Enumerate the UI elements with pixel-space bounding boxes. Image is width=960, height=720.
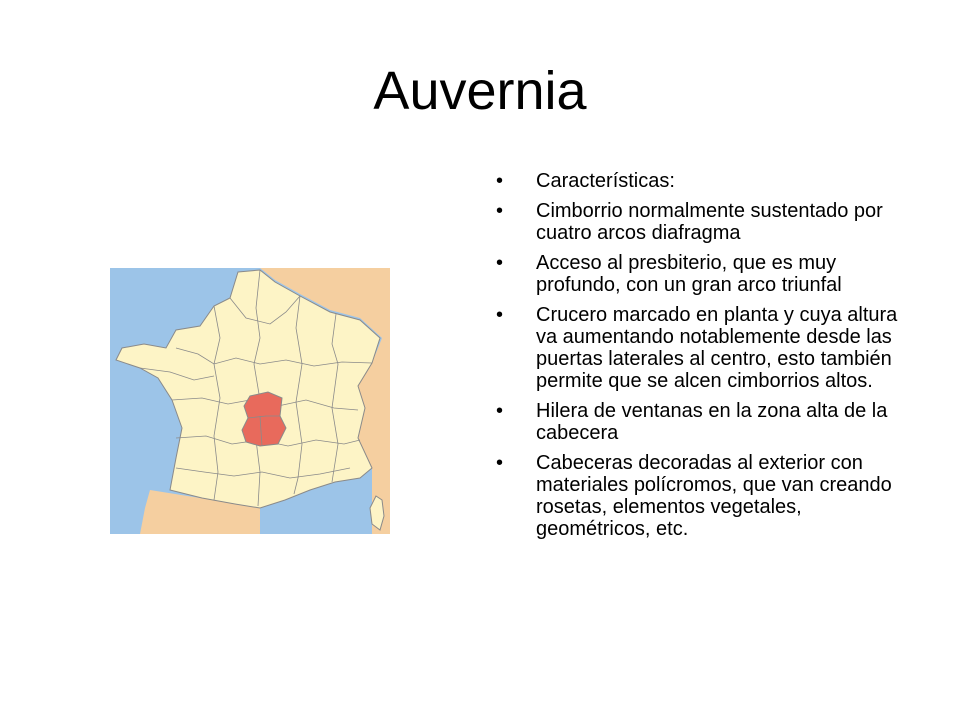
bullet-item xyxy=(496,304,916,392)
bullet-marker: • xyxy=(496,452,504,474)
slide-title: Auvernia xyxy=(373,61,587,121)
bullet-text: Cabeceras decoradas al exterior con materiales polícromos, que van creando rosetas, elementos vegetales, geométricos, etc. xyxy=(536,452,892,540)
bullet-marker: • xyxy=(496,304,504,326)
bullet-text: Hilera de ventanas en la zona alta de la cabecera xyxy=(536,400,888,444)
map-auvergne-region xyxy=(242,392,286,446)
bullet-marker: • xyxy=(496,400,504,422)
bullet-marker: • xyxy=(496,170,504,192)
bullet-text: Características: xyxy=(536,170,675,192)
bullet-item xyxy=(496,452,916,540)
bullet-item xyxy=(496,200,916,244)
bullet-item xyxy=(496,170,916,192)
bullet-text: Acceso al presbiterio, que es muy profundo, con un gran arco triunfal xyxy=(536,252,842,296)
bullet-marker: • xyxy=(496,252,504,274)
bullet-text: Crucero marcado en planta y cuya altura va aumentando notablemente desde las puertas laterales al centro, esto también permite que se alcen cimborrios altos. xyxy=(536,304,898,392)
bullet-list xyxy=(496,170,916,548)
bullet-item xyxy=(496,252,916,296)
bullet-marker: • xyxy=(496,200,504,222)
france-region-map xyxy=(110,268,390,534)
map-graphic xyxy=(110,268,390,534)
bullet-item xyxy=(496,400,916,444)
bullet-text: Cimborrio normalmente sustentado por cuatro arcos diafragma xyxy=(536,200,883,244)
